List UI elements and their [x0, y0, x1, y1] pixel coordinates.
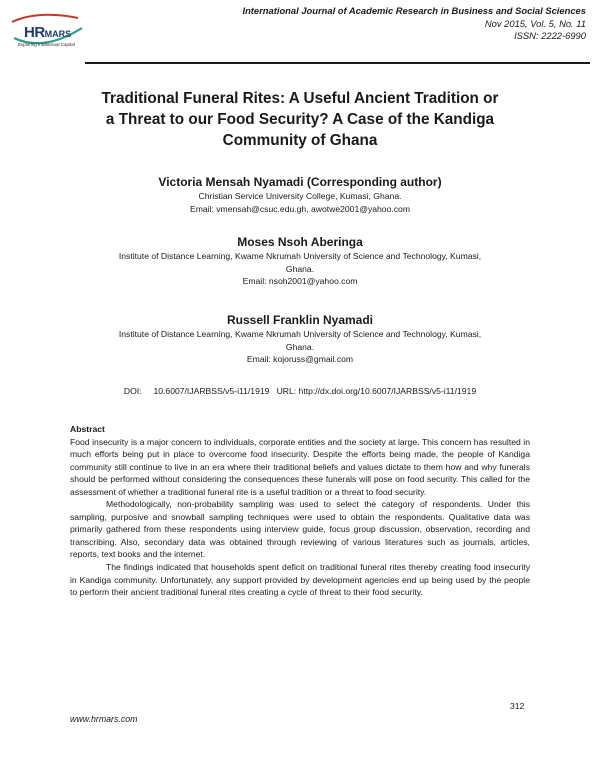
author-name: Russell Franklin Nyamadi	[226, 313, 374, 327]
journal-issue: Nov 2015, Vol. 5, No. 11	[484, 17, 586, 29]
doi-line: DOI: 10.6007/IJARBSS/v5-i11/1919 URL: http://dx.doi.org/10.6007/IJARBSS/v5-i11/1919	[123, 386, 477, 396]
logo-brand-small: MARS	[44, 29, 72, 39]
title-line: Community of Ghana	[222, 132, 378, 149]
author-affiliation: Ghana.	[285, 263, 315, 274]
author-email: Email: kojoruss@gmail.com	[246, 354, 354, 365]
footer-url: www.hrmars.com	[70, 714, 138, 724]
author-name: Victoria Mensah Nyamadi (Corresponding author)	[158, 175, 442, 189]
author-affiliation: Institute of Distance Learning, Kwame Nkrumah University of Science and Technology, Kumasi,	[118, 251, 482, 261]
abstract-paragraph: Methodologically, non-probability sampling was used to select the category of respondents. Under this sampling, purposive and snowball sampling techniques were used to obtain the respondents. Qualitative data was primarily gathered from these respondents using interview guide, focus group discussion, observation, recording and transcribing. Also, secondary data was obtained through reviewing of various literatures such as journals, articles, reports, text books and the internet.	[70, 499, 530, 560]
author-block	[40, 174, 560, 215]
abstract-paragraph: Food insecurity is a major concern to individuals, corporate entities and the society at large. This concern has resulted in much efforts being put in place to overcome food insecurity. Despite the efforts being made, the people of Kandiga community still continue to live in an era where their traditional beliefs and values dictate to them how and why funerals should be performed without considering the consequences these funerals will pose on food security. This called for the assessment of whether a traditional funeral rite is a useful tradition or a threat to food security.	[70, 436, 530, 497]
header-divider	[85, 62, 590, 64]
abstract-section	[70, 423, 530, 599]
author-email: Email: nsoh2001@yahoo.com	[242, 276, 358, 287]
hrmars-logo	[8, 8, 88, 54]
journal-name: International Journal of Academic Research in Business and Social Sciences	[242, 5, 586, 16]
author-block	[40, 234, 560, 288]
author-block	[40, 312, 560, 366]
logo-tagline: Exploring Intellectual Capital	[18, 42, 75, 47]
author-affiliation: Ghana.	[285, 341, 315, 352]
abstract-heading: Abstract	[70, 424, 105, 434]
page-header	[0, 0, 600, 64]
abstract-paragraph: The findings indicated that households spent deficit on traditional funeral rites thereby creating food insecurity in Kandiga community. Unfortunately, any support provided by development agencies end up being used by the people to perform their ancient traditional funeral rites creating a cycle of threat to their food security.	[70, 562, 530, 598]
title-line: a Threat to our Food Security? A Case of the Kandiga	[105, 111, 495, 128]
paper-title	[60, 88, 540, 151]
journal-info	[242, 5, 586, 43]
author-affiliation: Institute of Distance Learning, Kwame Nkrumah University of Science and Technology, Kumasi,	[118, 329, 482, 339]
author-email: Email: vmensah@csuc.edu.gh, awotwe2001@yahoo.com	[190, 203, 410, 214]
title-line: Traditional Funeral Rites: A Useful Ancient Tradition or	[101, 90, 499, 107]
author-name: Moses Nsoh Aberinga	[237, 235, 363, 249]
author-affiliation: Christian Service University College, Kumasi, Ghana.	[198, 191, 402, 201]
journal-issn: ISSN: 2222-6990	[514, 30, 586, 41]
logo-brand	[24, 24, 71, 41]
logo-brand-main: HR	[24, 24, 45, 41]
page-number: 312	[510, 701, 525, 711]
